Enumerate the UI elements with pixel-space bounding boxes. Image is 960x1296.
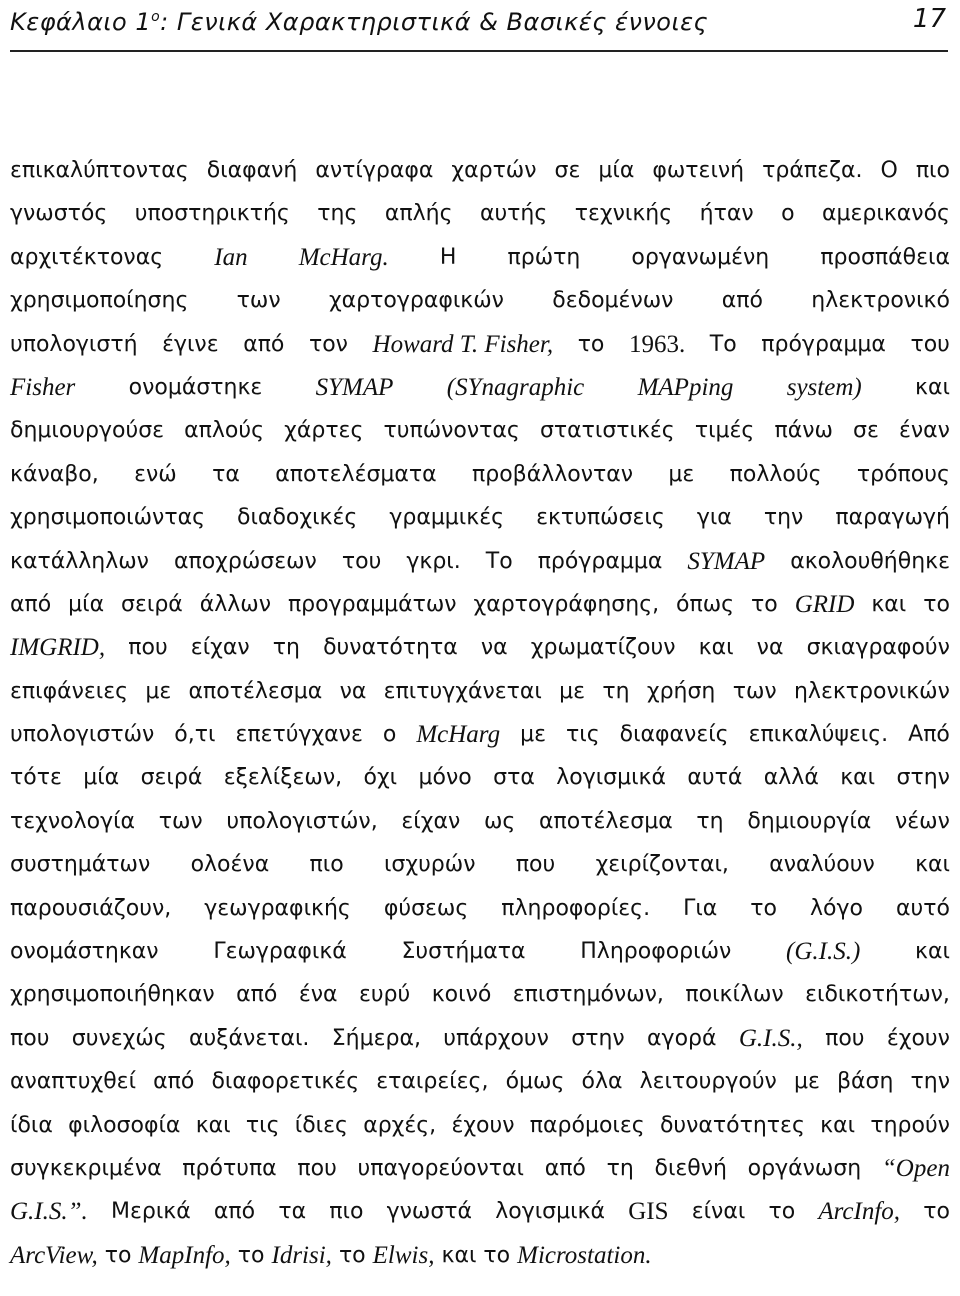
word: χρήση — [646, 678, 716, 704]
word: πιο — [915, 158, 950, 183]
word: διαδοχικές — [237, 505, 358, 531]
word: το — [751, 591, 778, 617]
word: ενώ — [134, 461, 177, 487]
word: τις — [245, 1112, 280, 1138]
chapter-title-main: Κεφάλαιο 1 — [10, 8, 152, 36]
word: να — [480, 635, 508, 661]
word: άλλων — [199, 591, 271, 617]
word: προγραμμάτων — [287, 591, 457, 617]
word: τα — [278, 1199, 307, 1225]
text-line — [10, 843, 950, 886]
word: χρησιμοποιήθηκαν — [10, 982, 215, 1008]
word: λειτουργούν — [639, 1069, 777, 1095]
word: το — [104, 1242, 132, 1268]
word: το — [750, 895, 777, 921]
word: χαρτών — [451, 158, 537, 183]
word: Από — [908, 722, 950, 748]
word: δυνατότητα — [323, 635, 458, 661]
text-line — [10, 236, 950, 279]
word: το — [768, 1199, 796, 1225]
word: μία — [598, 158, 635, 183]
word: εταιρείες, — [376, 1069, 489, 1095]
text-line — [10, 1060, 950, 1103]
word: υποστηρικτής — [134, 201, 290, 227]
word: αποχρώσεων — [173, 548, 317, 574]
word: συγκεκριμένα — [10, 1155, 162, 1181]
word: σκιαγραφούν — [806, 635, 950, 661]
word: ως — [483, 808, 516, 834]
word: αποτέλεσμα — [188, 678, 323, 704]
word: επιτυγχάνεται — [383, 678, 542, 704]
word: αναλύουν — [769, 852, 875, 878]
word: πάνω — [774, 418, 833, 444]
word: τυπώνοντας — [383, 418, 520, 444]
word: διαφανή — [206, 158, 298, 183]
word: με — [559, 678, 586, 704]
text-line — [10, 192, 950, 235]
word: επιφάνειες — [10, 678, 129, 704]
word: απλής — [384, 201, 453, 227]
word: G.I.S.”. — [10, 1198, 88, 1226]
word: δεδομένων — [552, 288, 674, 314]
word: system) — [786, 373, 862, 401]
word: εξελίξεων, — [223, 765, 343, 791]
word: κατάλληλων — [10, 548, 149, 574]
word: το — [237, 1242, 265, 1268]
word: χρησιμοποιώντας — [10, 505, 205, 531]
word: χρησιμοποίησης — [10, 288, 189, 314]
chapter-title-rest: : Γενικά Χαρακτηριστικά & Βασικές έννοιες — [160, 8, 709, 36]
word: ηλεκτρονικό — [811, 288, 950, 314]
word: ηλεκτρονικών — [793, 678, 950, 704]
word: διεθνή — [654, 1155, 727, 1181]
word: παραγωγή — [835, 505, 950, 531]
word: ειδικοτήτων, — [805, 982, 950, 1008]
text-line — [10, 1104, 950, 1147]
word: “Open — [881, 1154, 950, 1182]
word: από — [10, 591, 52, 617]
word: χάρτες — [284, 418, 364, 444]
word: υπολογιστή — [10, 331, 138, 357]
word: και — [698, 635, 734, 661]
text-line — [10, 887, 950, 930]
word: ό,τι — [174, 722, 216, 748]
word: κάναβο, — [10, 461, 99, 487]
word: την — [763, 505, 804, 531]
word: GIS — [628, 1198, 669, 1226]
word: αλλά — [763, 765, 819, 791]
word: φωτεινή — [652, 158, 745, 183]
word: από — [243, 331, 285, 357]
word: G.I.S., — [738, 1024, 803, 1052]
word: σειρά — [140, 765, 203, 791]
text-line — [10, 800, 950, 843]
word: ακολουθήθηκε — [790, 548, 950, 574]
word: αμερικανός — [822, 201, 950, 227]
word: ArcView, — [10, 1241, 98, 1269]
word: ευρύ — [358, 982, 411, 1008]
word: υπάρχουν — [443, 1025, 549, 1051]
word: πρόγραμμα — [761, 331, 886, 357]
word: οργάνωση — [747, 1155, 862, 1181]
word: τον — [308, 331, 348, 357]
word: Για — [683, 895, 718, 921]
word: την — [910, 1069, 950, 1095]
word: είχαν — [190, 635, 250, 661]
word: Πληροφοριών — [580, 939, 732, 965]
word: πρώτη — [507, 244, 581, 270]
word: σε — [853, 418, 879, 444]
word: τα — [212, 461, 240, 487]
word: που — [515, 852, 556, 878]
word: GRID — [794, 590, 855, 618]
word: αυτής — [479, 201, 548, 227]
word: του — [341, 548, 382, 574]
word: στα — [493, 765, 535, 791]
word: πρόγραμμα — [537, 548, 663, 574]
word: ονομάστηκαν — [10, 939, 159, 965]
word: αυτά — [687, 765, 743, 791]
word: αυτό — [895, 895, 950, 921]
word: τη — [602, 678, 630, 704]
word: χαρτογράφησης, — [473, 591, 660, 617]
word: που — [10, 1025, 50, 1051]
word: αρχιτέκτονας — [10, 244, 164, 270]
word: σε — [554, 158, 581, 183]
word: με — [793, 1069, 820, 1095]
word: ίδιες — [294, 1112, 348, 1138]
word: και — [195, 1112, 231, 1138]
word: ο — [382, 722, 397, 748]
word: γνωστά — [386, 1199, 473, 1225]
text-line — [10, 496, 950, 539]
word: χειρίζονται, — [595, 852, 729, 878]
word: αυξάνεται. — [189, 1025, 310, 1051]
word: κοινό — [431, 982, 492, 1008]
word: έναν — [898, 418, 950, 444]
text-line — [10, 1147, 950, 1190]
word: τράπεζα. — [762, 158, 863, 183]
word: γραμμικές — [389, 505, 505, 531]
word: χαρτογραφικών — [328, 288, 504, 314]
word: McHarg. — [298, 243, 389, 271]
word: Η — [439, 244, 457, 270]
word: αποτέλεσμα — [539, 808, 673, 834]
page-header — [10, 2, 948, 52]
word: λογισμικά — [495, 1199, 606, 1225]
word: όλα — [581, 1069, 623, 1095]
word: πρότυπα — [182, 1155, 277, 1181]
word: πληροφορίες. — [501, 895, 651, 921]
word: Howard T. Fisher, — [372, 330, 554, 358]
word: γκρι. — [406, 548, 461, 574]
word: από — [153, 1069, 195, 1095]
text-line — [10, 279, 950, 322]
text-line — [10, 973, 950, 1016]
word: δημιουργούσε — [10, 418, 165, 444]
word: τιμές — [694, 418, 755, 444]
chapter-number-ordinal: ο — [151, 9, 161, 25]
word: το — [338, 1242, 366, 1268]
word: πιο — [309, 852, 344, 878]
word: και — [915, 939, 950, 965]
word: μία — [83, 765, 120, 791]
word: ποικίλων — [685, 982, 784, 1008]
word: προσπάθεια — [820, 244, 950, 270]
word: ίδια — [10, 1112, 53, 1138]
word: το — [923, 1199, 950, 1225]
word: υπολογιστών — [10, 722, 155, 748]
word: IMGRID, — [10, 634, 106, 662]
word: 1963. — [628, 330, 686, 358]
word: Μερικά — [110, 1199, 191, 1225]
word: ονομάστηκε — [128, 374, 263, 400]
word: γεωγραφικής — [204, 895, 351, 921]
word: επικαλύπτοντας — [10, 158, 189, 183]
word: τη — [606, 1155, 634, 1181]
word: και — [840, 765, 876, 791]
word: αντίγραφα — [315, 158, 434, 183]
word: ήταν — [699, 201, 754, 227]
word: επετύγχανε — [235, 722, 363, 748]
chapter-title — [10, 8, 708, 36]
word: ισχυρών — [383, 852, 476, 878]
word: οργανωμένη — [631, 244, 770, 270]
word: να — [339, 678, 367, 704]
word: πιο — [329, 1199, 364, 1225]
word: επικαλύψεις. — [748, 722, 889, 748]
word: και — [820, 1112, 856, 1138]
word: το — [923, 591, 950, 617]
word: και — [871, 591, 907, 617]
word: απλούς — [184, 418, 265, 444]
word: επιστημόνων, — [512, 982, 664, 1008]
word: παρόμοιες — [529, 1112, 645, 1138]
word: Γεωγραφικά — [213, 939, 347, 965]
word: ο — [781, 201, 795, 227]
word: νέων — [894, 808, 950, 834]
word: έγινε — [162, 331, 219, 357]
word: βάση — [836, 1069, 894, 1095]
word: αγορά — [647, 1025, 717, 1051]
word: Elwis, — [372, 1241, 435, 1269]
word: τεχνικής — [574, 201, 673, 227]
word: Σήμερα, — [331, 1025, 421, 1051]
word: και — [441, 1242, 477, 1268]
word: που — [128, 635, 168, 661]
word: MapInfo, — [138, 1241, 231, 1269]
word: Fisher — [10, 373, 76, 401]
word: σειρά — [121, 591, 183, 617]
text-line — [10, 323, 950, 366]
word: παρουσιάζουν, — [10, 895, 172, 921]
word: αρχές, — [363, 1112, 437, 1138]
word: Ian — [214, 243, 248, 271]
word: διαφορετικές — [211, 1069, 360, 1095]
word: ολοένα — [190, 852, 270, 878]
word: Microstation. — [517, 1241, 652, 1269]
word: (G.I.S.) — [786, 938, 861, 966]
word: διαφανείς — [619, 722, 729, 748]
word: να — [756, 635, 784, 661]
text-line — [10, 670, 950, 713]
word: SYMAP — [315, 373, 394, 401]
word: των — [732, 678, 777, 704]
word: Ο — [880, 158, 898, 183]
word: των — [236, 288, 281, 314]
word: υπαγορεύονται — [357, 1155, 524, 1181]
word: της — [317, 201, 358, 227]
text-line — [10, 1017, 950, 1060]
text-line — [10, 1190, 950, 1233]
word: έχουν — [451, 1112, 515, 1138]
word: μία — [68, 591, 105, 617]
word: συστημάτων — [10, 852, 151, 878]
word: ArcInfo, — [818, 1198, 901, 1226]
text-line — [10, 930, 950, 973]
word: με — [145, 678, 172, 704]
word: όχι — [363, 765, 398, 791]
word: των — [158, 808, 203, 834]
word: δυνατότητες — [659, 1112, 805, 1138]
word: του — [910, 331, 950, 357]
word: που — [297, 1155, 337, 1181]
word: που — [825, 1025, 865, 1051]
word: τεχνολογία — [10, 808, 136, 834]
word: τρόπους — [856, 461, 950, 487]
word: είναι — [691, 1199, 746, 1225]
word: SYMAP — [687, 547, 766, 575]
word: έχουν — [886, 1025, 950, 1051]
word: υπολογιστών, — [226, 808, 378, 834]
word: Το — [709, 331, 737, 357]
word: ένα — [298, 982, 338, 1008]
text-line — [10, 583, 950, 626]
word: το — [483, 1242, 511, 1268]
word: στην — [571, 1025, 625, 1051]
word: λογισμικά — [556, 765, 667, 791]
word: χρωματίζουν — [530, 635, 676, 661]
word: γνωστός — [10, 201, 108, 227]
word: από — [213, 1199, 256, 1225]
text-line — [10, 453, 950, 496]
text-line — [10, 409, 950, 452]
text-line — [10, 1234, 950, 1277]
word: μόνο — [418, 765, 472, 791]
body-paragraph — [10, 149, 950, 1277]
text-line — [10, 149, 950, 192]
word: και — [915, 374, 950, 400]
word: τη — [272, 635, 300, 661]
word: McHarg — [416, 721, 501, 749]
word: φύσεως — [383, 895, 469, 921]
word: προβάλλονταν — [472, 461, 634, 487]
word: MAPping — [637, 373, 734, 401]
word: εκτυπώσεις — [536, 505, 665, 531]
word: στατιστικές — [539, 418, 675, 444]
word: με — [520, 722, 546, 748]
word: αποτελέσματα — [275, 461, 437, 487]
word: με — [668, 461, 695, 487]
text-line — [10, 713, 950, 756]
word: είχαν — [401, 808, 461, 834]
word: πολλούς — [729, 461, 822, 487]
word: φιλοσοφία — [68, 1112, 181, 1138]
word: λόγο — [810, 895, 863, 921]
text-line — [10, 756, 950, 799]
word: το — [577, 331, 605, 357]
word: συνεχώς — [71, 1025, 167, 1051]
word: από — [544, 1155, 586, 1181]
text-line — [10, 540, 950, 583]
word: όπως — [676, 591, 735, 617]
word: τη — [696, 808, 724, 834]
word: δημιουργία — [747, 808, 872, 834]
word: από — [721, 288, 763, 314]
word: όμως — [505, 1069, 565, 1095]
word: στην — [896, 765, 950, 791]
word: Idrisi, — [271, 1241, 332, 1269]
word: από — [236, 982, 278, 1008]
text-line — [10, 626, 950, 669]
word: και — [915, 852, 950, 878]
word: (SYnagraphic — [446, 373, 585, 401]
word: αναπτυχθεί — [10, 1069, 137, 1095]
word: Το — [485, 548, 513, 574]
page-number: 17 — [912, 4, 946, 34]
word: τηρούν — [870, 1112, 950, 1138]
word: τις — [566, 722, 600, 748]
word: για — [696, 505, 732, 531]
word: Συστήματα — [401, 939, 526, 965]
text-line — [10, 366, 950, 409]
word: τότε — [10, 765, 62, 791]
